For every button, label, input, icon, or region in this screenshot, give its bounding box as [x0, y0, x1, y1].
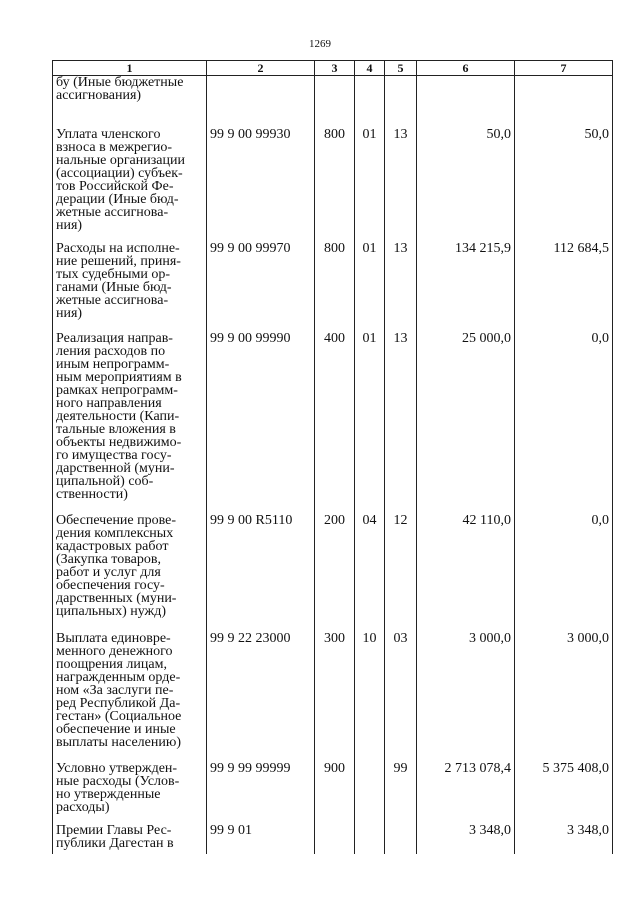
row-name: Выплата единовре- менного денежного поощрения лицам, награжденным орде- ном «За заслуги пе- ред Республикой Да- гестан» (Социальное обеспечение и иные выплаты населению) — [56, 631, 182, 750]
row-name: Премии Главы Рес- публики Дагестан в — [56, 823, 174, 851]
row-sum-1: 25 000,0 — [462, 331, 511, 346]
row-pr: 99 — [393, 761, 408, 776]
row-pr: 12 — [393, 513, 408, 528]
row-sum-1: 50,0 — [486, 127, 511, 142]
row-sum-1: 134 215,9 — [455, 241, 511, 256]
row-sum-2: 0,0 — [591, 513, 609, 528]
row-vr: 300 — [324, 631, 345, 646]
table-row — [53, 762, 613, 824]
row-sum-2: 112 684,5 — [553, 241, 609, 256]
row-code: 99 9 22 23000 — [210, 631, 291, 646]
row-rz: 04 — [362, 513, 377, 528]
header-col-1: 1 — [53, 61, 207, 76]
budget-table — [52, 60, 613, 854]
table-row — [53, 332, 613, 514]
table-row — [53, 242, 613, 332]
table-row — [53, 514, 613, 632]
table-row — [53, 824, 613, 854]
row-sum-1: 42 110,0 — [462, 513, 511, 528]
header-col-6: 6 — [417, 61, 515, 76]
row-rz: 01 — [362, 127, 377, 142]
row-sum-1: 2 713 078,4 — [444, 761, 511, 776]
header-row — [53, 61, 613, 76]
table-row — [53, 76, 613, 129]
row-vr: 800 — [324, 127, 345, 142]
row-sum-2: 5 375 408,0 — [542, 761, 609, 776]
row-pr: 13 — [393, 241, 408, 256]
row-pr: 13 — [393, 331, 408, 346]
page-number: 1269 — [309, 38, 331, 50]
row-name: Условно утвержден- ные расходы (Услов- но утвержденные расходы) — [56, 761, 180, 815]
row-code: 99 9 01 — [210, 823, 252, 838]
row-rz: 01 — [362, 331, 377, 346]
row-code: 99 9 00 99930 — [210, 127, 291, 142]
row-vr: 400 — [324, 331, 345, 346]
header-col-7: 7 — [515, 61, 613, 76]
row-code: 99 9 00 99970 — [210, 241, 291, 256]
header-col-2: 2 — [207, 61, 315, 76]
row-sum-2: 0,0 — [591, 331, 609, 346]
header-col-4: 4 — [355, 61, 385, 76]
row-name: бу (Иные бюджетные ассигнования) — [56, 75, 184, 103]
row-code: 99 9 00 99990 — [210, 331, 291, 346]
row-code: 99 9 99 99999 — [210, 761, 291, 776]
row-sum-2: 50,0 — [584, 127, 609, 142]
row-pr: 03 — [393, 631, 408, 646]
row-rz: 10 — [362, 631, 377, 646]
row-name: Обеспечение прове- дения комплексных кадастровых работ (Закупка товаров, работ и услуг для обеспечения госу- дарственных (муни- ципальных) нужд) — [56, 513, 177, 619]
row-pr: 13 — [393, 127, 408, 142]
table-row — [53, 128, 613, 242]
row-sum-2: 3 000,0 — [567, 631, 609, 646]
row-name: Уплата членского взноса в межрегио- нальные организации (ассоциации) субъек- тов Российской Фе- дерации (Иные бюд- жетные ассигнова- ния) — [56, 127, 185, 233]
row-vr: 800 — [324, 241, 345, 256]
row-name: Расходы на исполне- ние решений, приня- тых судебными ор- ганами (Иные бюд- жетные ассигнова- ния) — [56, 241, 181, 321]
row-sum-1: 3 000,0 — [469, 631, 511, 646]
row-code: 99 9 00 R5110 — [210, 513, 293, 528]
row-vr: 200 — [324, 513, 345, 528]
row-name: Реализация направ- ления расходов по иным непрограмм- ным мероприятиям в рамках непрограмм- ного направления деятельности (Капи- тальные вложения в объекты недвижимо- го имущества госу- дарственной (муни- ципальной) соб- ственности) — [56, 331, 182, 502]
row-sum-1: 3 348,0 — [469, 823, 511, 838]
header-col-5: 5 — [385, 61, 417, 76]
header-col-3: 3 — [315, 61, 355, 76]
row-vr: 900 — [324, 761, 345, 776]
row-sum-2: 3 348,0 — [567, 823, 609, 838]
row-rz: 01 — [362, 241, 377, 256]
table-row — [53, 632, 613, 762]
